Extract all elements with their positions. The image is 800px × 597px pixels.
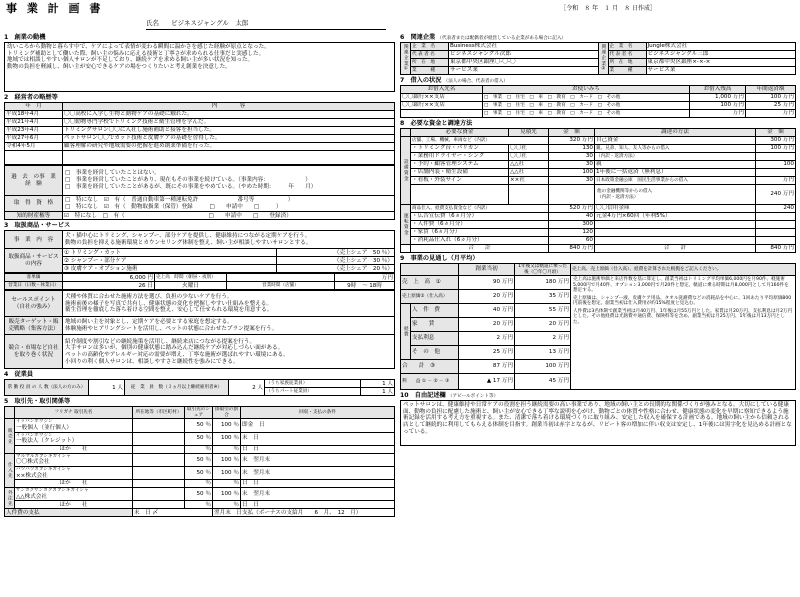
company-2-rep: ビジネスジャングル三郎 bbox=[646, 51, 796, 59]
forecast-start: 87 万円 bbox=[459, 360, 515, 374]
funds-head-src: 調達の方法 bbox=[595, 129, 756, 137]
loans-head-balance: お借入残高 bbox=[690, 86, 746, 94]
motivation-box bbox=[4, 42, 395, 92]
family-loan-label: 親、兄弟、知人、友人等からの借入 bbox=[595, 145, 756, 153]
trade-name: ほか 社 bbox=[15, 480, 133, 488]
forecast-basis-line: 売上高は施術単価と来店件数を基に算定し、創業当初はトリミング平均単価6,000円を月90件、軽施術5,000円で月40件、オプション3,000円で月20件と想定。軌道に乗る時期は月8,000円として月160件を想定する。 bbox=[573, 277, 789, 293]
trade-kake: ％ bbox=[213, 501, 241, 509]
trade-cond-close: 日 bbox=[242, 480, 248, 487]
funds-head-amt: 金 額 bbox=[549, 129, 595, 137]
name-value: ビジネスジャングル 太郎 bbox=[171, 19, 249, 27]
product-item: ② シャンプー・部分ケア bbox=[63, 257, 277, 265]
other-loan-repay: 元金4万円×60回（年利5%） bbox=[595, 213, 756, 221]
career-year: 令和4年5月 bbox=[5, 143, 63, 151]
trade-kana: バツバツカブシキガイシャ bbox=[16, 467, 71, 473]
operating-item: ・広告宣伝費（6ヵ月分） bbox=[411, 213, 549, 221]
product-share: （売上シェア 50 ％） bbox=[276, 249, 394, 257]
business-hours-value: 9時 ～ 18時 bbox=[335, 282, 395, 290]
equipment-total: 320 万円 bbox=[549, 137, 595, 145]
operating-amount: 40 bbox=[549, 213, 595, 221]
loan-row bbox=[401, 110, 796, 118]
forecast-start: 25 万円 bbox=[459, 346, 515, 360]
career-text: 〇〇高校に入学し生物と動物ケアの基礎に触れた。 bbox=[63, 111, 395, 119]
outsource-label: 外注先 bbox=[5, 488, 15, 509]
operating-amount: 60 bbox=[549, 237, 595, 245]
trade-share: 50 ％ bbox=[185, 453, 213, 466]
competition-line: ペットの高齢化やアレルギー対応の需要が増え、丁寧な施術が選ばれやすい環境にある。 bbox=[65, 351, 289, 358]
other-loan-label: 他の金融機関等からの借入 bbox=[597, 189, 653, 194]
equipment-desc: 店舗、工場、機械、車両など（内訳） bbox=[411, 137, 549, 145]
forecast-after: 180 万円 bbox=[515, 276, 571, 290]
trade-cond-close: 末 bbox=[242, 456, 248, 463]
career-head-content: 内 容 bbox=[63, 103, 395, 111]
section-7-title bbox=[400, 77, 796, 85]
other-loan-value: 240 万円 bbox=[756, 185, 796, 205]
trade-cond-close: 末 bbox=[242, 435, 248, 442]
product-share: （売上シェア 20 ％） bbox=[276, 265, 394, 273]
motivation-line: 幼いころから動物と暮らす中で、ケアによって表情が変わる瞬間に温かさを感じた経験が原点となった。 bbox=[7, 44, 270, 50]
business-days-value: 26 日 bbox=[63, 282, 155, 290]
equipment-vendor: 〇〇社 bbox=[509, 145, 549, 153]
employees-value: 2 人 bbox=[229, 380, 265, 396]
loans-head-lender: お借入先名 bbox=[401, 86, 483, 94]
related-company-1-label: 関連企業① bbox=[401, 43, 411, 75]
trade-kake: 100 ％ bbox=[213, 419, 241, 432]
trade-cond-pay: 日 bbox=[253, 435, 259, 442]
trade-name: ××株式会社 bbox=[16, 472, 48, 479]
field-label: 企 業 名 bbox=[608, 43, 646, 51]
equipment-vendor: ××社 bbox=[509, 177, 549, 185]
loan-repay: 25 万円 bbox=[746, 102, 796, 110]
operating-item: ・消耗品仕入れ（6ヵ月分） bbox=[411, 237, 549, 245]
motivation-line: 地域では相談しやすい個人サロンが不足しており、継続ケアを求める飼い主が多い状況を知った。 bbox=[7, 57, 254, 64]
trade-head-share: 取引先のシェア bbox=[185, 407, 213, 419]
funds-head-need: 必要な資金 bbox=[411, 129, 509, 137]
equipment-item: ・看板・外装サイン bbox=[411, 177, 509, 185]
career-row bbox=[5, 143, 395, 151]
trade-head-addr: 所在地等（市区町村） bbox=[133, 407, 185, 419]
family-loan-value: 100 万円 bbox=[756, 145, 796, 153]
trade-cond-pay: 日 bbox=[253, 480, 259, 487]
forecast-after: 20 万円 bbox=[515, 318, 571, 332]
sales-point-line: 衛生管理を徹底した落ち着ける空間を整え、安心して任せられる環境を用意する。 bbox=[65, 307, 273, 314]
competition-line: 大手サロンは多いが、個別の健康状態に踏み込んだ継続ケアが対応しづらい面がある。 bbox=[65, 345, 284, 352]
equipment-amount: 100 bbox=[549, 169, 595, 177]
trade-name: ほか 社 bbox=[15, 445, 133, 453]
payroll-close: 末 日 〆 bbox=[133, 509, 213, 517]
unit-price-value: 6,000 円 bbox=[63, 274, 155, 282]
section-6-title bbox=[400, 34, 796, 42]
ip-label: 知的財産権等 bbox=[5, 212, 63, 220]
trade-cond-close: 末 bbox=[242, 469, 248, 476]
trade-share: ％ bbox=[185, 501, 213, 509]
section-7-title-text: 7 借入の状況 bbox=[400, 77, 442, 84]
loan-repay: 100 万円 bbox=[746, 94, 796, 102]
part-employees-label: （うちパート従業員） bbox=[265, 388, 361, 396]
company-1-industry: サービス業 bbox=[449, 67, 599, 75]
loan-use[interactable]: □ 事業 □ 住宅 □ 車 □ 教育 □ カード □ その他 bbox=[483, 102, 690, 110]
loan-balance: 1,000 万円 bbox=[690, 94, 746, 102]
career-row-empty bbox=[5, 151, 395, 165]
ip-line[interactable]: ☑ 特になし □ 有（ □ 申請中 □ 登録済） bbox=[63, 212, 395, 220]
equipment-funds-label: 設備資金 bbox=[401, 137, 411, 205]
company-1-rep: ビジネスジャングル次郎 bbox=[449, 51, 599, 59]
loans-table bbox=[400, 85, 796, 118]
sales-time-unit: 万円 bbox=[335, 274, 395, 282]
business-days-label: 営業日（日数・休業日） bbox=[5, 282, 63, 290]
trade-cond-close: 日 bbox=[242, 501, 248, 508]
forecast-table bbox=[400, 263, 796, 390]
section-10-title-text: 10 自由記述欄 bbox=[400, 392, 446, 399]
forecast-basis-line: 人件費は3名体制で創業当初は月40万円、1年後は月55万円とした。家賃は月20万円、支払利息は月2万円とした。その他経費は光熱費や通信費、保険料等を含め、創業当初は月25万円、1年後は月13万円とした。 bbox=[573, 308, 793, 325]
free-description-box bbox=[400, 400, 796, 446]
product-item: ③ 皮膚ケア・オプション施術 bbox=[63, 265, 277, 273]
document-title: 事 業 計 画 書 bbox=[6, 2, 104, 15]
trade-share: ％ bbox=[185, 480, 213, 488]
section-8-title: 8 必要な資金と調達方法 bbox=[400, 120, 473, 127]
company-2-industry: サービス業 bbox=[646, 67, 796, 75]
trade-share: 50 ％ bbox=[185, 432, 213, 445]
forecast-after: 45 万円 bbox=[515, 374, 571, 390]
loan-row bbox=[401, 102, 796, 110]
target-line: 地域の飼い主を対象とし、定期ケアを必要とする家庭を想定する。 bbox=[65, 319, 233, 326]
trade-cond-pay: 日 bbox=[253, 501, 259, 508]
trade-cond-pay: 翌月末 bbox=[253, 490, 271, 497]
other-loan-source-value: 240 bbox=[756, 205, 796, 213]
price-table bbox=[4, 273, 395, 290]
jfc-loan-label: 日本政策金融公庫 国民生活事業からの借入 bbox=[595, 177, 756, 185]
career-table bbox=[4, 102, 395, 165]
employees-table bbox=[4, 379, 395, 396]
section-7-note: （法人の場合、代表者の借入） bbox=[443, 79, 508, 84]
career-year: 平成18年4月 bbox=[5, 111, 63, 119]
trade-name: ほか 社 bbox=[15, 501, 133, 509]
competition-line: 小回りの利く個人サロンは、相談しやすさと継続性を強みにできる。 bbox=[65, 358, 239, 365]
forecast-after: 55 万円 bbox=[515, 304, 571, 318]
officers-value: 1 人 bbox=[89, 380, 125, 396]
target-label: 販売ターゲット・販売戦略（集客方法） bbox=[5, 317, 63, 335]
sales-time-label: 売上高 時間（朝昼・夜別） bbox=[155, 274, 227, 282]
trade-kake: 100 ％ bbox=[213, 467, 241, 480]
funds-head-est: 見積先 bbox=[509, 129, 549, 137]
src-total-label: 合 計 bbox=[595, 245, 756, 253]
trade-name: 一般個人（並行個人） bbox=[16, 424, 72, 431]
forecast-head-after: 1年後又は軌道に乗った後（〇年〇月頃） bbox=[515, 264, 571, 276]
career-row bbox=[5, 111, 395, 119]
loan-use[interactable]: □ 事業 □ 住宅 □ 車 □ 教育 □ カード □ その他 bbox=[483, 110, 690, 118]
trade-cond-close: 末 bbox=[242, 490, 248, 497]
career-text: 〇〇動物専門学校でトリミング技術と衛生管理を学んだ。 bbox=[63, 119, 395, 127]
company-2-name: Jungle株式会社 bbox=[646, 43, 796, 51]
trade-kake: ％ bbox=[213, 480, 241, 488]
forecast-label: 利 益 ① － ② － ③ bbox=[401, 374, 459, 390]
forecast-after: 2 万円 bbox=[515, 332, 571, 346]
products-table bbox=[4, 230, 395, 273]
career-year: 平成27年6月 bbox=[5, 135, 63, 143]
loan-use[interactable]: □ 事業 □ 住宅 □ 車 □ 教育 □ カード □ その他 bbox=[483, 94, 690, 102]
career-text: ペットサロン〇〇でカット技術と皮膚ケアの基礎を習得した。 bbox=[63, 135, 395, 143]
operating-amount: 300 bbox=[549, 221, 595, 229]
section-6-title-text: 6 関連企業 bbox=[400, 34, 436, 41]
payroll-label: 人件費の支払 bbox=[5, 509, 133, 517]
career-head-year: 年 月 bbox=[5, 103, 63, 111]
career-row bbox=[5, 127, 395, 135]
self-funds-label: 自己資金 bbox=[595, 137, 756, 145]
business-content-line: 犬・猫中心にトリミング、シャンプー、部分ケアを提供し、健康維持につながる定期ケアを行う。 bbox=[65, 233, 311, 240]
career-row bbox=[5, 135, 395, 143]
forecast-label: 合 計 ③ bbox=[401, 360, 459, 374]
funds-head-src-amt: 金 額 bbox=[756, 129, 796, 137]
section-2-title: 2 経営者の略歴等 bbox=[4, 94, 58, 101]
trade-cond-pay: 翌月末 bbox=[253, 469, 271, 476]
free-description-text: ペットサロンは、健康維持や日常ケアの役割を担う継続需要の高い事業であり、地域の飼い主との長期的な関係づくりが強みとなる。大切にしている健康面、動物の負担に配慮した施術と、飼い主が安心できる丁寧な説明を心がけ、動物ごとの体質や性格に合わせ、健康状態の変化を早期に察知できるよう施術記録を活用する考え方を重視する。また、清潔で落ち着ける環境づくりに取り組み、安定した収入を確保する計画である。地域の飼い主から信頼される店として継続的に利用してもらえる体制を目指す。創業当初は赤字となるが、リピート客の増加に伴い収支は安定し、1年後には黒字化を見込める計画となっている。 bbox=[403, 402, 792, 435]
trade-kana: イッパンホウジン bbox=[16, 419, 53, 425]
qualification-line[interactable]: □ 特になし ☑ 有（ 普通自動車第一種運転免許 番号等 ） bbox=[65, 197, 294, 203]
trade-kake: 100 ％ bbox=[213, 488, 241, 501]
field-label: 業 種 bbox=[411, 67, 449, 75]
trade-share: 50 ％ bbox=[185, 467, 213, 480]
product-share: （売上シェア 30 ％） bbox=[276, 257, 394, 265]
family-loan-source: 親 bbox=[595, 161, 756, 169]
motivation-line: トリミング補助として働いた際、飼い主の悩みに応える技術と丁寧さが求められる仕事だと実感した。 bbox=[7, 50, 265, 57]
trade-share: ％ bbox=[185, 445, 213, 453]
products-label: 取扱商品・サービスの内容 bbox=[5, 249, 63, 273]
strategy-table bbox=[4, 290, 395, 369]
loan-lender: 〇〇銀行××支店 bbox=[401, 94, 483, 102]
career-row bbox=[5, 119, 395, 127]
field-label: 代 表 者 名 bbox=[608, 51, 646, 59]
section-9-title: 9 事業の見通し（月平均） bbox=[400, 255, 479, 262]
forecast-basis bbox=[571, 276, 796, 390]
forecast-head-basis: 売上高、売上原価（仕入高）、経費を計算された根拠をご記入ください。 bbox=[571, 264, 796, 276]
payroll-pay: 翌月末 日支払（ボーナスの支給月 6 月、 12 月） bbox=[213, 509, 395, 517]
forecast-after: 13 万円 bbox=[515, 346, 571, 360]
trade-kana: マルマルカブシキガイシャ bbox=[16, 453, 71, 459]
family-employees-value: 1 人 bbox=[361, 380, 395, 388]
forecast-label: 売 上 高 ① bbox=[401, 276, 459, 290]
trade-kake: 100 ％ bbox=[213, 432, 241, 445]
operating-total: 520 万円 bbox=[549, 205, 595, 213]
equipment-vendor: △△社 bbox=[509, 161, 549, 169]
equipment-amount: 30 bbox=[549, 177, 595, 185]
trade-cond-pay: 日 bbox=[253, 445, 259, 452]
past-option[interactable]: □ 事業を経営していたことはない。 bbox=[65, 170, 160, 177]
forecast-label: 支払利息 bbox=[411, 332, 459, 346]
officers-label: 常 勤 役 員 の 人 数（法人の方のみ） bbox=[5, 380, 89, 396]
field-label: 業 種 bbox=[608, 67, 646, 75]
field-label: 代 表 者 名 bbox=[411, 51, 449, 59]
loan-balance: 万円 bbox=[690, 110, 746, 118]
part-employees-value: 1 人 bbox=[361, 388, 395, 396]
loan-lender bbox=[401, 110, 483, 118]
family-loan-repay: 1年後に一括返済（無利息） bbox=[595, 169, 756, 177]
trade-kana: サンカクサンカクカブシキガイシャ bbox=[16, 488, 89, 494]
forecast-after: 35 万円 bbox=[515, 290, 571, 304]
forecast-basis-line: 売上原価は、シャンプー液、皮膚ケア用品、タオル洗濯費などの消耗品を中心に、1回あたり平均原価800円前後を想定。創業当初は仕入費用が約15%程度と見込む。 bbox=[573, 295, 792, 306]
jfc-loan-value: 万円 bbox=[756, 177, 796, 185]
forecast-label: 売上原価②（仕入高） bbox=[401, 290, 459, 304]
competition-label: 競合・市場など自社を取り巻く状況 bbox=[5, 335, 63, 369]
past-option[interactable]: □ 事業を経営していたことがあるが、既にその事業をやめている。（やめた時期： 年 月） bbox=[65, 183, 317, 190]
operating-amount: 120 bbox=[549, 229, 595, 237]
section-10-title bbox=[400, 392, 796, 400]
trade-cond-pay: 日 bbox=[258, 422, 265, 429]
section-10-note: （アピールポイント等） bbox=[447, 394, 499, 399]
career-text: 顧客理解の研究や地域需要の把握を進め創業準備を行った。 bbox=[63, 143, 395, 151]
forecast-start: ▲ 17 万円 bbox=[459, 374, 515, 390]
qualification-line[interactable]: □ 特になし ☑ 有（ 動物取扱業（保管）登録 □ 申請中 □ ） bbox=[65, 203, 282, 210]
self-funds-value: 300 万円 bbox=[756, 137, 796, 145]
business-content-label: 事 業 内 容 bbox=[5, 231, 63, 249]
equipment-item: ・予約・顧客管理システム bbox=[411, 161, 509, 169]
section-4-title: 4 従業員 bbox=[4, 371, 34, 379]
trade-cond-close: 即金 bbox=[242, 422, 254, 429]
competition-line: 紹介制度や割引などの継続施策を活用し、継続来店につながる提案を行う。 bbox=[65, 338, 256, 345]
business-content-line: 動物の負担を抑える施術環境とカウンセリング体制を整え、飼い主が相談しやすいサロンとする。 bbox=[65, 239, 312, 246]
name-label: 氏名 bbox=[146, 19, 159, 27]
family-loan-source-value: 100 bbox=[756, 161, 796, 169]
trade-cond-pay: 翌月末 bbox=[253, 456, 271, 463]
trade-kake: 100 ％ bbox=[213, 453, 241, 466]
equipment-amount: 130 bbox=[549, 145, 595, 153]
loans-head-use: お使いみち bbox=[483, 86, 690, 94]
trade-head-name: フリガナ 取引先名 bbox=[15, 407, 133, 419]
sales-point-line: 施術前後の様子を写真で共有し、健康状態の変化を把握しやすい仕組みを整える。 bbox=[65, 300, 272, 307]
equipment-amount: 30 bbox=[549, 153, 595, 161]
loan-balance: 100 万円 bbox=[690, 102, 746, 110]
forecast-label: 家 賃 bbox=[411, 318, 459, 332]
left-column bbox=[4, 34, 395, 517]
forecast-after: 100 万円 bbox=[515, 360, 571, 374]
related-companies-table bbox=[400, 42, 796, 75]
company-2-address: 東京都中央区銀座×-×-× bbox=[646, 59, 796, 67]
trade-head-cond: 回収・支払の条件 bbox=[241, 407, 395, 419]
forecast-start: 2 万円 bbox=[459, 332, 515, 346]
motivation-line: 動物の負担を軽減し、飼い主が安心できるケアの場をつくりたいと考え創業を決意した。 bbox=[7, 64, 231, 71]
company-1-address: 東京都中央区銀座〇-〇-〇 bbox=[449, 59, 599, 67]
past-option[interactable]: □ 事業を経営していたことがあり、現在もその事業を続けている。（事業内容： ） bbox=[65, 177, 311, 184]
career-extra-table bbox=[4, 165, 395, 220]
section-6-note: （代表者または配偶者が経営している企業がある場合に記入） bbox=[437, 36, 567, 41]
forecast-start: 40 万円 bbox=[459, 304, 515, 318]
right-column bbox=[400, 34, 796, 446]
trade-name: 一般法人（クレジット） bbox=[16, 438, 78, 445]
operating-item: ・人件費（6ヵ月分） bbox=[411, 221, 549, 229]
field-label: 企 業 名 bbox=[411, 43, 449, 51]
holiday-value: 火曜日 bbox=[155, 282, 227, 290]
other-loan-source: 〇〇信用金庫 bbox=[595, 205, 756, 213]
trade-head-kake: 掛取引の割合 bbox=[213, 407, 241, 419]
creation-date: ［令和 ８ 年 １ 月 ８ 日作成］ bbox=[560, 5, 656, 12]
family-employees-label: （うち家族従業員） bbox=[265, 380, 361, 388]
trade-table bbox=[4, 406, 395, 517]
career-text: トリミングサロン〇〇に入社し施術補助と接客を担当した。 bbox=[63, 127, 395, 135]
equipment-item: ・業務用ドライヤー・シンク bbox=[411, 153, 509, 161]
operating-desc: 商品仕入、経費支払資金など（内訳） bbox=[411, 205, 549, 213]
trade-cond-close: 日 bbox=[242, 445, 248, 452]
other-loan-note: （内訳・返済方法） bbox=[597, 194, 639, 200]
career-year: 平成23年4月 bbox=[5, 127, 63, 135]
target-line: 体験施術やヒアリングシートを活用し、ペットの状態に合わせたプラン提案を行う。 bbox=[65, 325, 278, 332]
forecast-head-start: 創業当初 bbox=[459, 264, 515, 276]
applicant-name-line bbox=[146, 20, 386, 30]
forecast-label: 人 件 費 bbox=[411, 304, 459, 318]
funds-total-label: 合 計 bbox=[411, 245, 549, 253]
product-item: ① トリミング・カット bbox=[63, 249, 277, 257]
forecast-start: 90 万円 bbox=[459, 276, 515, 290]
sales-label: 販売先 bbox=[5, 419, 15, 453]
family-loan-note: （内訳・返済方法） bbox=[595, 153, 756, 161]
loan-lender: 〇〇銀行××支店 bbox=[401, 102, 483, 110]
unit-price-label: 客単価 bbox=[5, 274, 63, 282]
equipment-item: ・店舗内装・衛生設備 bbox=[411, 169, 509, 177]
employees-label: 従 業 員 数（３ヵ月以上継続雇用者※） bbox=[125, 380, 229, 396]
trade-share: 50 ％ bbox=[185, 488, 213, 501]
equipment-item: ・トリミング台・バリカン bbox=[411, 145, 509, 153]
loans-head-repay: 年間返済額 bbox=[746, 86, 796, 94]
src-total-value: 840 万円 bbox=[756, 245, 796, 253]
qualification-label: 取 得 資 格 bbox=[5, 196, 63, 212]
loan-row bbox=[401, 94, 796, 102]
loan-repay: 万円 bbox=[746, 110, 796, 118]
operating-funds-label: 運転資金 bbox=[401, 205, 411, 245]
section-1-title: 1 創業の動機 bbox=[4, 34, 46, 41]
expenses-label: 経費 bbox=[401, 304, 411, 360]
trade-name: △△株式会社 bbox=[16, 493, 47, 500]
operating-item: ・家賃（6ヵ月分） bbox=[411, 229, 549, 237]
funds-table bbox=[400, 128, 796, 253]
past-experience-label: 過 去 の事 業 経 験 bbox=[5, 166, 63, 196]
forecast-start: 20 万円 bbox=[459, 318, 515, 332]
equipment-amount: 30 bbox=[549, 161, 595, 169]
equipment-vendor: 〇〇社 bbox=[509, 153, 549, 161]
company-1-name: Business株式会社 bbox=[449, 43, 599, 51]
career-year: 平成21年4月 bbox=[5, 119, 63, 127]
trade-kana: イッパンホウジン bbox=[16, 432, 53, 438]
related-company-2-label: 関連企業② bbox=[598, 43, 608, 75]
equipment-vendor: △△社 bbox=[509, 169, 549, 177]
trade-kake: ％ bbox=[213, 445, 241, 453]
trade-name: 〇〇株式会社 bbox=[16, 459, 50, 466]
buy-label: 仕入先 bbox=[5, 453, 15, 487]
field-label: 所 在 地 bbox=[608, 59, 646, 67]
trade-share: 50 ％ bbox=[185, 419, 213, 432]
business-hours-label: 営業時間（店舗） bbox=[227, 282, 335, 290]
section-3-title: 3 取扱商品・サービス bbox=[4, 222, 71, 230]
sales-point-line: 犬種や体質に合わせた施術方法を選び、負担の少ないケアを行う。 bbox=[65, 293, 233, 300]
forecast-start: 20 万円 bbox=[459, 290, 515, 304]
funds-total-value: 840 万円 bbox=[549, 245, 595, 253]
field-label: 所 在 地 bbox=[411, 59, 449, 67]
section-5-title: 5 取引先・取引関係等 bbox=[4, 398, 71, 406]
forecast-label: そ の 他 bbox=[411, 346, 459, 360]
sales-point-label: セールスポイント（自社の強み） bbox=[5, 291, 63, 317]
